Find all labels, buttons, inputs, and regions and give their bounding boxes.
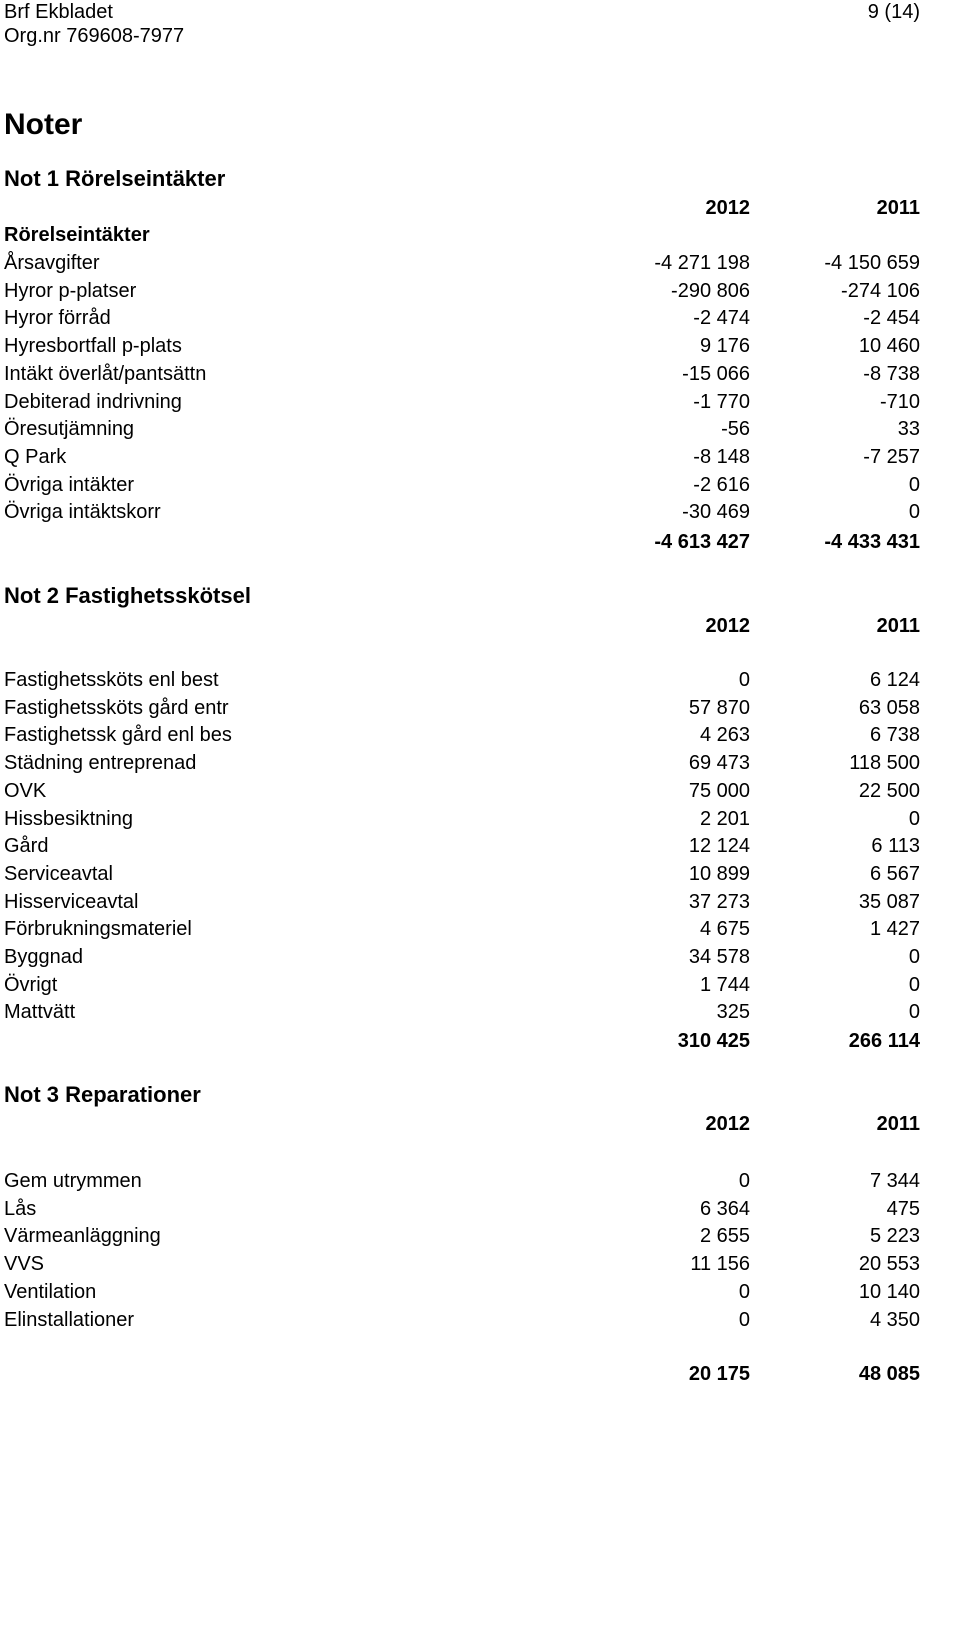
table-row bbox=[4, 860, 920, 888]
table-row bbox=[4, 415, 920, 443]
table-row bbox=[4, 943, 920, 971]
table-row bbox=[4, 1167, 920, 1195]
value-2011: 7 344 bbox=[869, 1170, 920, 1192]
table-row bbox=[4, 777, 920, 805]
row-label: Elinstallationer bbox=[4, 1308, 135, 1331]
row-label: Gem utrymmen bbox=[4, 1170, 142, 1192]
note-1-heading: Not 1 Rörelseintäkter bbox=[4, 166, 226, 191]
note-2-total-row bbox=[4, 1027, 920, 1055]
year-2012-label: 2012 bbox=[705, 615, 750, 637]
value-2011: -274 106 bbox=[841, 279, 920, 302]
subheading-label: Rörelseintäkter bbox=[4, 224, 150, 246]
table-row bbox=[4, 360, 920, 388]
value-2012: 10 899 bbox=[688, 862, 750, 885]
value-2012: 0 bbox=[738, 1280, 750, 1303]
value-2012: -4 271 198 bbox=[654, 252, 750, 274]
row-label: Fastighetssköts enl best bbox=[4, 669, 219, 691]
row-label: Öresutjämning bbox=[4, 418, 135, 441]
row-label: Intäkt överlåt/pantsättn bbox=[4, 362, 207, 385]
value-2011: 0 bbox=[908, 946, 920, 968]
value-2012: 11 156 bbox=[690, 1253, 750, 1276]
row-label: Övrigt bbox=[4, 973, 58, 996]
row-label: Hisserviceavtal bbox=[4, 890, 139, 913]
note-3-heading: Not 3 Reparationer bbox=[4, 1082, 201, 1107]
table-row bbox=[4, 332, 920, 360]
table-row bbox=[4, 1195, 920, 1223]
note-1-year-header bbox=[4, 194, 920, 222]
value-2011: 6 738 bbox=[869, 724, 920, 747]
value-2011: 0 bbox=[908, 973, 920, 996]
row-label: Q Park bbox=[4, 445, 67, 468]
total-2011: 48 085 bbox=[858, 1363, 920, 1385]
table-row bbox=[4, 471, 920, 499]
row-label: OVK bbox=[4, 779, 47, 802]
row-label: Serviceavtal bbox=[4, 862, 113, 885]
value-2012: 37 273 bbox=[688, 890, 750, 913]
year-2011-label: 2011 bbox=[876, 197, 920, 219]
value-2011: 1 427 bbox=[869, 918, 920, 941]
value-2012: 0 bbox=[738, 669, 750, 691]
table-row bbox=[4, 694, 920, 722]
table-row bbox=[4, 832, 920, 860]
value-2012: 69 473 bbox=[688, 752, 750, 775]
value-2012: 1 744 bbox=[699, 973, 750, 996]
row-label: Övriga intäktskorr bbox=[4, 501, 161, 524]
year-2012-label: 2012 bbox=[705, 1113, 750, 1135]
value-2011: 0 bbox=[908, 501, 920, 524]
row-label: Årsavgifter bbox=[4, 252, 100, 274]
table-row bbox=[4, 1250, 920, 1278]
table-row bbox=[4, 998, 920, 1026]
total-2011: -4 433 431 bbox=[824, 531, 920, 553]
value-2011: -8 738 bbox=[863, 362, 920, 385]
total-2012: 310 425 bbox=[677, 1030, 750, 1052]
org-name: Brf Ekbladet bbox=[4, 1, 113, 23]
table-row bbox=[4, 304, 920, 332]
value-2011: 0 bbox=[908, 473, 920, 496]
value-2011: -4 150 659 bbox=[824, 252, 920, 274]
value-2012: 325 bbox=[716, 1001, 750, 1024]
table-row bbox=[4, 1222, 920, 1250]
row-label: Fastighetssk gård enl bes bbox=[4, 724, 232, 747]
value-2011: 22 500 bbox=[858, 779, 920, 802]
table-row bbox=[4, 1306, 920, 1334]
row-label: Lås bbox=[4, 1197, 37, 1220]
table-row bbox=[4, 749, 920, 777]
table-row bbox=[4, 388, 920, 416]
page-title: Noter bbox=[4, 108, 83, 141]
org-number: Org.nr 769608-7977 bbox=[4, 25, 185, 47]
value-2011: 0 bbox=[908, 1001, 920, 1024]
value-2011: 35 087 bbox=[858, 890, 920, 913]
row-label: Hyror förråd bbox=[4, 307, 111, 330]
value-2012: 57 870 bbox=[688, 696, 750, 719]
value-2012: 34 578 bbox=[688, 946, 750, 968]
total-2011: 266 114 bbox=[848, 1030, 920, 1052]
note-1-subheading bbox=[4, 221, 920, 249]
row-label: Fastighetssköts gård entr bbox=[4, 696, 229, 719]
value-2011: 475 bbox=[886, 1197, 920, 1220]
value-2012: 12 124 bbox=[688, 835, 750, 858]
value-2011: 6 113 bbox=[871, 835, 920, 858]
row-label: Byggnad bbox=[4, 946, 83, 968]
value-2012: -8 148 bbox=[693, 445, 750, 468]
row-label: Mattvätt bbox=[4, 1001, 76, 1024]
row-label: Värmeanläggning bbox=[4, 1225, 161, 1248]
value-2011: 20 553 bbox=[858, 1253, 920, 1276]
value-2012: -2 616 bbox=[693, 473, 750, 496]
value-2011: 6 124 bbox=[869, 669, 920, 691]
table-row bbox=[4, 666, 920, 694]
table-row bbox=[4, 971, 920, 999]
value-2011: 118 500 bbox=[849, 752, 920, 775]
row-label: Debiterad indrivning bbox=[4, 390, 182, 413]
value-2011: 4 350 bbox=[869, 1308, 920, 1331]
note-2-heading: Not 2 Fastighetsskötsel bbox=[4, 583, 251, 608]
note-3-total-row bbox=[4, 1360, 920, 1388]
table-row bbox=[4, 721, 920, 749]
value-2011: 6 567 bbox=[869, 862, 920, 885]
value-2012: -56 bbox=[721, 418, 750, 441]
value-2012: 9 176 bbox=[699, 335, 750, 358]
note-1-total-row bbox=[4, 528, 920, 556]
page-number: 9 (14) bbox=[867, 1, 920, 23]
row-label: Förbrukningsmateriel bbox=[4, 918, 192, 941]
total-2012: 20 175 bbox=[688, 1363, 750, 1385]
table-row bbox=[4, 915, 920, 943]
value-2012: 75 000 bbox=[688, 779, 750, 802]
table-row bbox=[4, 277, 920, 305]
value-2012: 0 bbox=[738, 1308, 750, 1331]
year-2011-label: 2011 bbox=[876, 1113, 920, 1135]
value-2011: -2 454 bbox=[863, 307, 920, 330]
year-2011-label: 2011 bbox=[876, 615, 920, 637]
row-label: VVS bbox=[4, 1253, 45, 1276]
row-label: Gård bbox=[4, 835, 49, 858]
value-2011: -7 257 bbox=[863, 445, 920, 468]
table-row bbox=[4, 805, 920, 833]
table-row bbox=[4, 1278, 920, 1306]
table-row bbox=[4, 498, 920, 526]
note-3-year-header bbox=[4, 1110, 920, 1138]
value-2012: 2 655 bbox=[699, 1225, 750, 1248]
value-2012: 0 bbox=[738, 1170, 750, 1192]
table-row bbox=[4, 888, 920, 916]
value-2012: -30 469 bbox=[682, 501, 750, 524]
value-2011: 0 bbox=[908, 807, 920, 830]
value-2011: 63 058 bbox=[858, 696, 920, 719]
value-2011: 10 140 bbox=[858, 1280, 920, 1303]
year-2012-label: 2012 bbox=[705, 197, 750, 219]
value-2012: 6 364 bbox=[699, 1197, 750, 1220]
value-2011: 33 bbox=[897, 418, 920, 441]
value-2011: 10 460 bbox=[858, 335, 920, 358]
table-row bbox=[4, 249, 920, 277]
row-label: Hyresbortfall p-plats bbox=[4, 335, 182, 358]
value-2012: -290 806 bbox=[671, 279, 750, 302]
row-label: Ventilation bbox=[4, 1280, 97, 1303]
table-row bbox=[4, 443, 920, 471]
value-2012: -2 474 bbox=[693, 307, 750, 330]
row-label: Hissbesiktning bbox=[4, 807, 133, 830]
note-2-year-header bbox=[4, 612, 920, 640]
value-2012: 4 675 bbox=[699, 918, 750, 941]
value-2012: -1 770 bbox=[693, 390, 750, 413]
value-2012: -15 066 bbox=[682, 362, 750, 385]
row-label: Hyror p-platser bbox=[4, 279, 137, 302]
value-2011: -710 bbox=[879, 390, 920, 413]
value-2012: 4 263 bbox=[699, 724, 750, 747]
row-label: Övriga intäkter bbox=[4, 473, 135, 496]
row-label: Städning entreprenad bbox=[4, 752, 197, 775]
total-2012: -4 613 427 bbox=[654, 531, 750, 553]
value-2012: 2 201 bbox=[699, 807, 750, 830]
value-2011: 5 223 bbox=[869, 1225, 920, 1248]
